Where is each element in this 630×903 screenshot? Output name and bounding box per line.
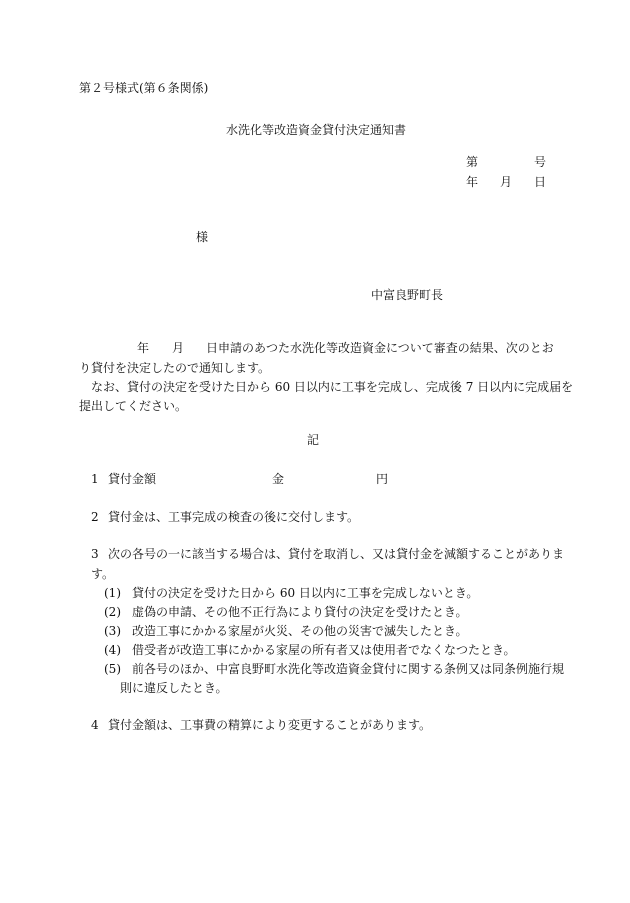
date-day-label: 日 xyxy=(534,175,547,189)
amount-kin-label: 金 xyxy=(272,472,285,486)
item-3-number: 3 xyxy=(91,547,99,561)
paragraph-2-line-1: なお、貸付の決定を受けた日から 60 日以内に工事を完成し、完成後 7 日以内に完成届を xyxy=(91,380,574,394)
item-1-label: 貸付金額 xyxy=(108,472,157,486)
document-title: 水洗化等改造資金貸付決定通知書 xyxy=(226,123,407,137)
subitem-1-text: 貸付の決定を受けた日から 60 日以内に工事を完成しないとき。 xyxy=(132,586,479,600)
addressee-honorific: 様 xyxy=(196,230,209,244)
subitem-4-number: (4) xyxy=(104,643,121,657)
item-2-number: 2 xyxy=(91,510,99,524)
item-4-text: 貸付金額は、工事費の精算により変更することがあります。 xyxy=(108,718,432,732)
subitem-4-text: 借受者が改造工事にかかる家屋の所有者又は使用者でなくなつたとき。 xyxy=(132,643,516,657)
item-3-line-2: す。 xyxy=(91,567,115,581)
subitem-3-number: (3) xyxy=(104,624,121,638)
form-number-label: 第２号様式(第６条関係) xyxy=(79,81,209,95)
item-1-number: 1 xyxy=(91,472,99,486)
item-4-number: 4 xyxy=(91,718,99,732)
subitem-1-number: (1) xyxy=(104,586,121,600)
ref-number-prefix: 第 xyxy=(466,155,479,169)
subitem-3-text: 改造工事にかかる家屋が火災、その他の災害で滅失したとき。 xyxy=(132,624,468,638)
paragraph-2-line-2: 提出してください。 xyxy=(79,399,188,413)
subitem-5-number: (5) xyxy=(104,662,121,676)
date-month-label: 月 xyxy=(500,175,513,189)
amount-yen-label: 円 xyxy=(376,472,389,486)
paragraph-1-line-2: り貸付を決定したので通知します。 xyxy=(79,361,271,375)
ki-heading: 記 xyxy=(307,433,320,447)
date-year-label: 年 xyxy=(466,175,479,189)
subitem-2-text: 虚偽の申請、その他不正行為により貸付の決定を受けたとき。 xyxy=(132,605,468,619)
ref-number-suffix: 号 xyxy=(534,155,547,169)
application-month-label: 月 xyxy=(172,341,185,355)
paragraph-1-line-1: 日申請のあつた水洗化等改造資金について審査の結果、次のとお xyxy=(206,341,554,355)
application-year-label: 年 xyxy=(137,341,150,355)
item-3-line-1: 次の各号の一に該当する場合は、貸付を取消し、又は貸付金を減額することがありま xyxy=(108,547,565,561)
issuer-name: 中富良野町長 xyxy=(371,288,444,302)
item-2-text: 貸付金は、工事完成の検査の後に交付します。 xyxy=(108,510,360,524)
subitem-2-number: (2) xyxy=(104,605,121,619)
subitem-5-continuation: 則に違反したとき。 xyxy=(120,681,228,695)
subitem-5-text: 前各号のほか、中富良野町水洗化等改造資金貸付に関する条例又は同条例施行規 xyxy=(132,662,565,676)
